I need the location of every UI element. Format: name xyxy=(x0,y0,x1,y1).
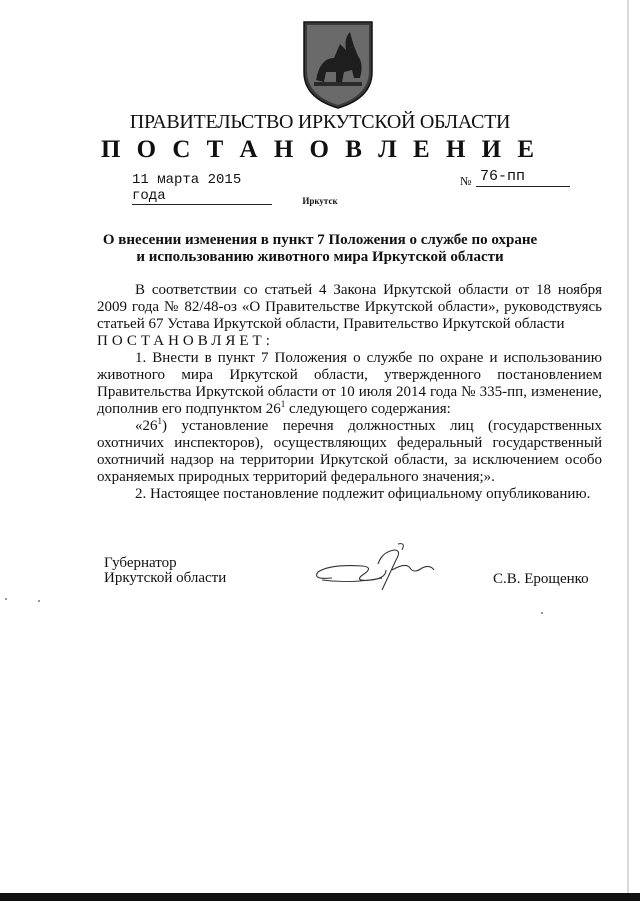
signatory-position-line-2: Иркутской области xyxy=(104,570,227,586)
decree-heading: ПОСТАНОВЛЯЕТ: xyxy=(97,333,274,349)
document-subject: О внесении изменения в пункт 7 Положения о службе по охране и использованию животного мира Иркутской области xyxy=(102,232,538,265)
signatory-position xyxy=(104,556,226,586)
item-1-text: 1. Внести в пункт 7 Положения о службе по охране и использованию животного мира Иркутской области, утвержденного постановлением Правительства Иркутской области от 10 июля 2014 года № 335-пп, изменение, дополнив его подпунктом 26 xyxy=(97,350,602,417)
scan-bottom-border xyxy=(0,893,640,901)
paragraph-subitem-26-1 xyxy=(97,418,602,486)
signatory-position-line-1: Губернатор xyxy=(104,555,177,571)
document-number-label: № xyxy=(460,174,472,188)
paragraph-item-1 xyxy=(97,350,602,418)
handwritten-signature xyxy=(302,540,462,610)
document-type: П О С Т А Н О В Л Е Н И Е xyxy=(100,136,540,163)
government-title: ПРАВИТЕЛЬСТВО ИРКУТСКОЙ ОБЛАСТИ xyxy=(129,111,511,133)
scan-edge xyxy=(627,0,629,900)
paragraph-preamble: В соответствии со статьей 4 Закона Иркутской области от 18 ноября 2009 года № 82/48-оз «О Правительстве Иркутской области», руководствуясь статьей 67 Устава Иркутской области, Правительство Иркутской области xyxy=(97,282,602,332)
superscript: 1 xyxy=(280,399,286,409)
scan-speck xyxy=(38,600,40,602)
item-1-text-end: следующего содержания: xyxy=(285,401,451,417)
signatory-name: С.В. Ерощенко xyxy=(493,571,589,587)
superscript: 1 xyxy=(157,416,162,426)
document-date: 11 марта 2015 года xyxy=(132,172,272,205)
subitem-text-start: «26 xyxy=(135,418,158,434)
subitem-text: ) установление перечня должностных лиц (государственных охотничих инспекторов), осуществляющих федеральный государственный охотничий надзор на территории Иркутской области, за исключением особо охраняемых природных территорий федерального значения;». xyxy=(97,418,602,485)
document-body xyxy=(97,282,602,503)
document-number: 76-пп xyxy=(476,168,570,187)
paragraph-item-2: 2. Настоящее постановление подлежит официальному опубликованию. xyxy=(135,486,591,502)
scan-speck xyxy=(5,598,7,600)
scan-speck xyxy=(541,612,543,614)
coat-of-arms-icon xyxy=(300,14,376,110)
document-city: Иркутск xyxy=(302,196,338,206)
